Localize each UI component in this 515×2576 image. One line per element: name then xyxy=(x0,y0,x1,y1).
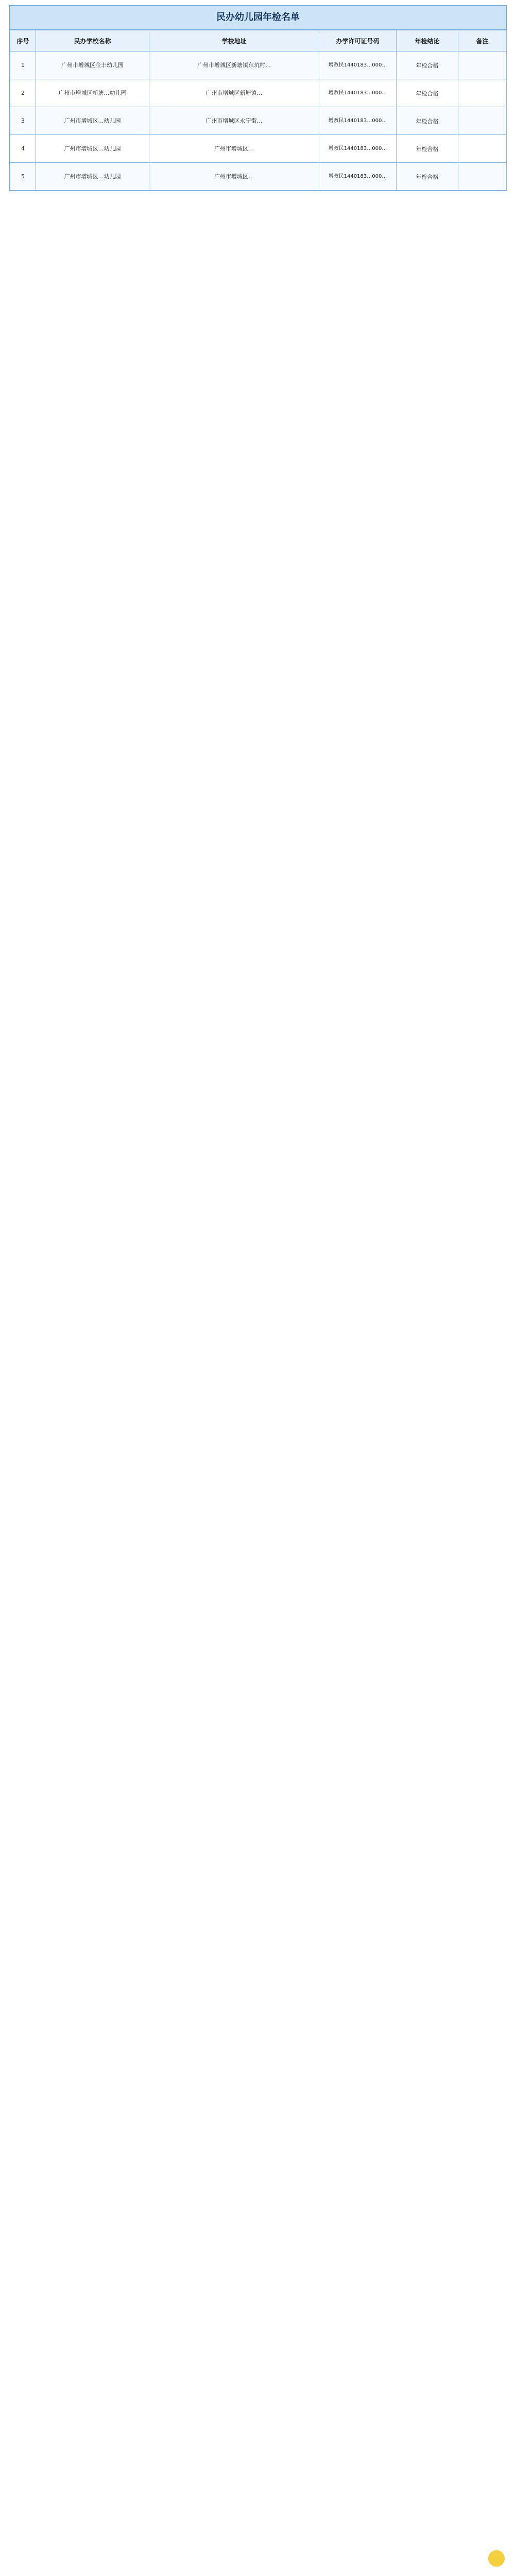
cell-address: 广州市增城区… xyxy=(149,135,319,163)
cell-result: 年检合格 xyxy=(397,163,458,191)
cell-no: 3 xyxy=(10,107,36,135)
page-title: 民办幼儿园年检名单 xyxy=(10,6,506,30)
cell-address: 广州市增城区新塘镇东坑村… xyxy=(149,52,319,79)
cell-result: 年检合格 xyxy=(397,79,458,107)
document xyxy=(9,5,507,191)
cell-license: 增教民1440183…000… xyxy=(319,163,397,191)
cell-license: 增教民1440183…000… xyxy=(319,107,397,135)
cell-note xyxy=(458,79,507,107)
table-row xyxy=(10,107,507,135)
table-row xyxy=(10,163,507,191)
kindergarten-table xyxy=(10,30,507,191)
col-name: 民办学校名称 xyxy=(36,30,149,52)
table-row xyxy=(10,135,507,163)
cell-result: 年检合格 xyxy=(397,52,458,79)
cell-result: 年检合格 xyxy=(397,135,458,163)
corner-logo-icon xyxy=(488,2550,505,2567)
table-row xyxy=(10,52,507,79)
table-header xyxy=(10,30,507,52)
cell-no: 2 xyxy=(10,79,36,107)
cell-note xyxy=(458,163,507,191)
cell-name: 广州市增城区金丰幼儿园 xyxy=(36,52,149,79)
cell-license: 增教民1440183…000… xyxy=(319,135,397,163)
cell-no: 5 xyxy=(10,163,36,191)
cell-no: 1 xyxy=(10,52,36,79)
cell-name: 广州市增城区…幼儿园 xyxy=(36,107,149,135)
cell-address: 广州市增城区永宁街… xyxy=(149,107,319,135)
cell-no: 4 xyxy=(10,135,36,163)
col-no: 序号 xyxy=(10,30,36,52)
cell-address: 广州市增城区… xyxy=(149,163,319,191)
col-result: 年检结论 xyxy=(397,30,458,52)
cell-license: 增教民1440183…000… xyxy=(319,52,397,79)
cell-note xyxy=(458,107,507,135)
cell-note xyxy=(458,135,507,163)
col-note: 备注 xyxy=(458,30,507,52)
col-license: 办学许可证号码 xyxy=(319,30,397,52)
cell-name: 广州市增城区…幼儿园 xyxy=(36,135,149,163)
col-address: 学校地址 xyxy=(149,30,319,52)
cell-license: 增教民1440183…000… xyxy=(319,79,397,107)
cell-address: 广州市增城区新塘镇… xyxy=(149,79,319,107)
cell-note xyxy=(458,52,507,79)
cell-name: 广州市增城区…幼儿园 xyxy=(36,163,149,191)
table-row xyxy=(10,79,507,107)
cell-name: 广州市增城区新塘…幼儿园 xyxy=(36,79,149,107)
cell-result: 年检合格 xyxy=(397,107,458,135)
